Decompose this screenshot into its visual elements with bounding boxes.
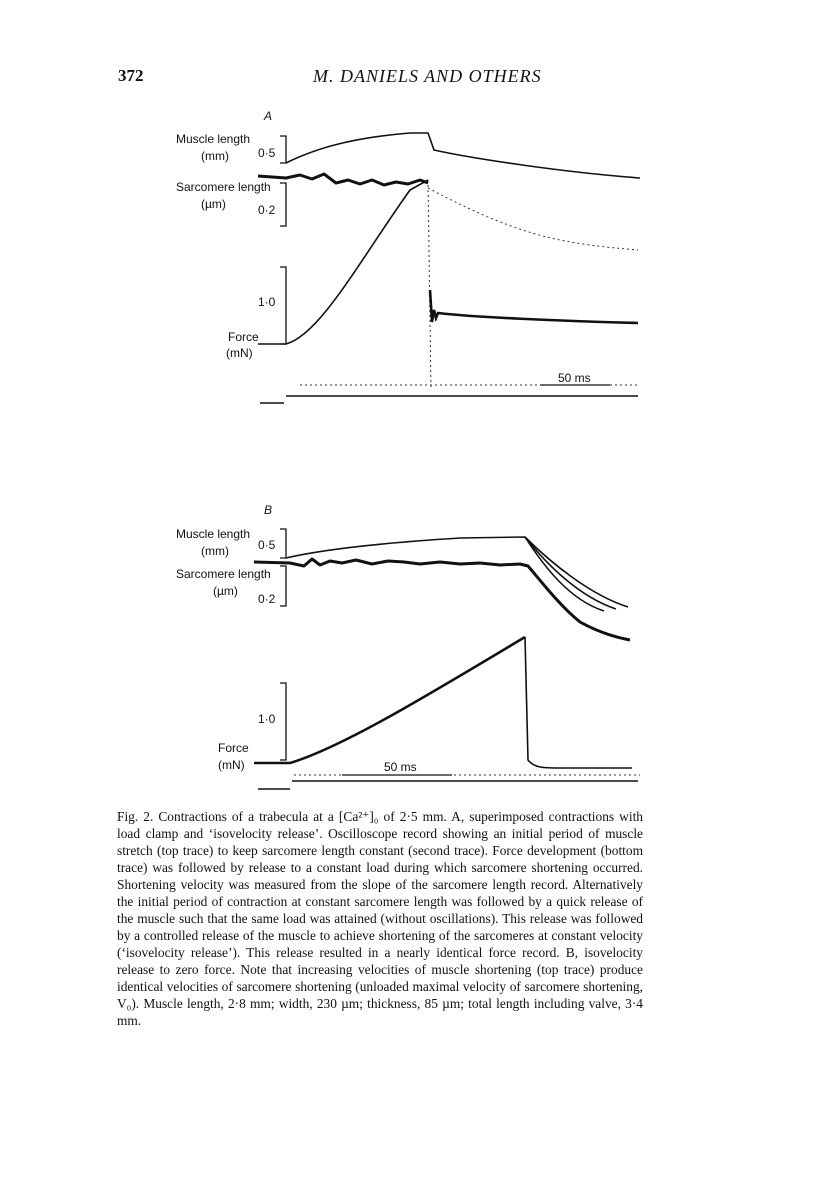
panel-b-force-unit: (mN) [218, 758, 245, 772]
panel-b-muscle-length-trace-2 [525, 537, 616, 609]
panel-a-muscle-length-trace [286, 133, 640, 178]
oscilloscope-figure [0, 100, 816, 800]
panel-b-force-rise-trace [254, 637, 525, 763]
panel-a-release-line [428, 180, 431, 390]
panel-a-sarcomere-length-unit: (µm) [201, 197, 226, 211]
figure-2 [0, 100, 816, 800]
panel-a-force-rise-trace [258, 180, 428, 344]
panel-a-sarcomere-length-scale: 0·2 [258, 203, 276, 217]
panel-b-muscle-length-label: Muscle length [176, 527, 251, 541]
panel-a-baseline [260, 396, 638, 403]
panel-a-muscle-length-unit: (mm) [201, 149, 229, 163]
panel-a-force-scale: 1·0 [258, 295, 276, 309]
page-number: 372 [118, 66, 144, 85]
panel-a-time-scale: 50 ms [558, 371, 591, 385]
panel-a-force-unit: (mN) [226, 346, 253, 360]
panel-b-force-scale: 1·0 [258, 712, 276, 726]
panel-a-muscle-length-scalebar [280, 136, 286, 163]
panel-b-sarcomere-length-scalebar [280, 566, 286, 606]
panel-b-baseline [258, 781, 638, 789]
figure-caption: Fig. 2. Contractions of a trabecula at a [Ca²⁺]₀ of 2·5 mm. A, superimposed contractions with load clamp and ‘isovelocity release’. Oscilloscope record showing an initial period of muscle stretch (top trace) to keep sarcomere length constant (second trace). Force development (bottom trace) was followed by release to a constant load during which sarcomere shortening occurred. Shortening velocity was measured from the slope of the sarcomere length record. Alternatively the initial period of contraction at constant sarcomere length was followed by a quick release of the muscle such that the same load was attained (without oscillations). This release was followed by a controlled release of the muscle to achieve shortening of the sarcomeres at constant velocity (‘isovelocity release’). This release resulted in a nearly identical force record. B, isovelocity release to zero force. Note that increasing velocities of muscle shortening (top trace) produce identical velocities of sarcomere shortening (unloaded maximal velocity of sarcomere shortening, V₀). Muscle length, 2·8 mm; width, 230 µm; thickness, 85 µm; total length including valve, 3·4 mm. [117, 809, 643, 1028]
panel-a-force-scalebar [280, 267, 286, 344]
panel-a-force-clamp-trace [430, 290, 638, 323]
panel-b-label: B [264, 503, 273, 517]
panel-a [176, 109, 640, 403]
panel-a-muscle-length-label: Muscle length [176, 132, 251, 146]
panel-a-label: A [264, 109, 273, 123]
panel-b-sarcomere-length-trace [254, 559, 630, 640]
panel-b [176, 503, 640, 789]
panel-b-sarcomere-length-scale: 0·2 [258, 592, 276, 606]
page-header [0, 66, 816, 90]
panel-b-sarcomere-length-label: Sarcomere length [176, 567, 271, 581]
panel-a-muscle-length-scale: 0·5 [258, 146, 276, 160]
panel-b-force-release-trace [525, 637, 632, 768]
panel-b-time-scale: 50 ms [384, 760, 417, 774]
panel-b-force-scalebar [280, 683, 286, 760]
running-head: M. DANIELS AND OTHERS [313, 66, 542, 86]
panel-a-sarcomere-shortening-trace [428, 188, 638, 250]
panel-b-force-label: Force [218, 741, 249, 755]
panel-b-muscle-length-unit: (mm) [201, 544, 229, 558]
panel-a-sarcomere-length-label: Sarcomere length [176, 180, 271, 194]
panel-b-muscle-length-scale: 0·5 [258, 538, 276, 552]
panel-a-force-label: Force [228, 330, 259, 344]
panel-b-sarcomere-length-unit: (µm) [213, 584, 238, 598]
panel-b-muscle-length-scalebar [280, 529, 286, 558]
panel-a-sarcomere-length-scalebar [280, 183, 286, 226]
